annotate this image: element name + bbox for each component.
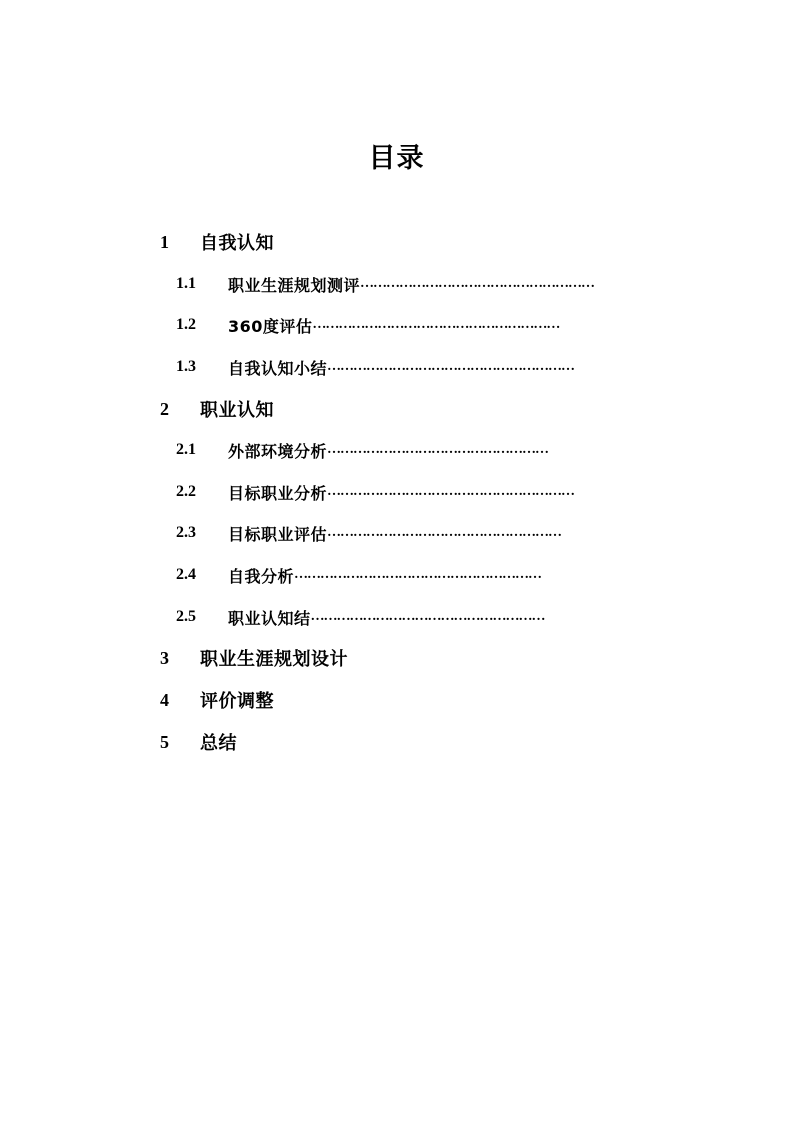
toc-entry-number: 4 [160,689,169,710]
toc-entry-3[interactable] [160,645,348,671]
toc-dot-leader: …………………………………………… [327,442,549,457]
toc-entry-label: 职业生涯规划测评 [228,275,361,295]
toc-entry-number: 1.1 [176,275,196,292]
toc-dot-leader: ……………………………………………… [360,276,595,291]
toc-entry-number: 1 [160,231,169,252]
toc-entry-number: 2 [160,398,169,419]
toc-entry-2-4[interactable] [176,562,644,588]
toc-dot-leader: ……………………………………………… [310,609,545,624]
toc-dot-leader: ………………………………………………… [327,484,575,499]
toc-entry-4[interactable] [160,687,274,713]
toc-title: 目录 [368,143,425,174]
toc-entry-2-5[interactable] [176,604,633,630]
toc-entry-1-2[interactable] [176,312,621,338]
toc-entry-number: 1.3 [176,358,196,375]
toc-entry-label: 目标职业评估 [228,524,328,544]
toc-entry-1[interactable] [160,229,274,255]
toc-dot-leader: ………………………………………………… [327,359,575,374]
toc-entry-label: 职业认知结 [228,608,311,628]
toc-entry-label: 自我分析 [228,566,295,586]
toc-entry-label: 外部环境分析 [228,441,328,461]
toc-entry-2-1[interactable] [176,437,623,463]
toc-entry-2[interactable] [160,396,274,422]
toc-entry-number: 2.5 [176,608,196,625]
toc-entry-1-3[interactable] [176,354,637,380]
toc-entry-label: 职业生涯规划设计 [200,649,348,670]
toc-entry-number: 2.4 [176,566,196,583]
toc-entry-label: 总结 [200,733,237,754]
toc-entry-number: 2.1 [176,441,196,458]
toc-entry-label: 目标职业分析 [228,483,328,503]
toc-entry-number: 3 [160,647,169,668]
toc-entry-label: 自我认知 [200,233,274,254]
toc-entry-number: 2.2 [176,483,196,500]
toc-entry-label: 职业认知 [200,400,274,421]
toc-dot-leader: ……………………………………………… [327,525,562,540]
toc-entry-2-3[interactable] [176,520,637,546]
toc-entry-2-2[interactable] [176,479,650,505]
toc-entry-label: 自我认知小结 [228,358,328,378]
toc-entry-5[interactable] [160,729,237,755]
toc-entry-1-1[interactable] [176,271,642,297]
toc-entry-label: 评价调整 [200,691,274,712]
toc-entry-number: 1.2 [176,316,196,333]
toc-entry-number: 5 [160,731,169,752]
toc-entry-label: 360度评估 [228,316,313,336]
toc-dot-leader: ………………………………………………… [294,567,542,582]
toc-entry-number: 2.3 [176,524,196,541]
toc-dot-leader: ………………………………………………… [312,317,560,332]
